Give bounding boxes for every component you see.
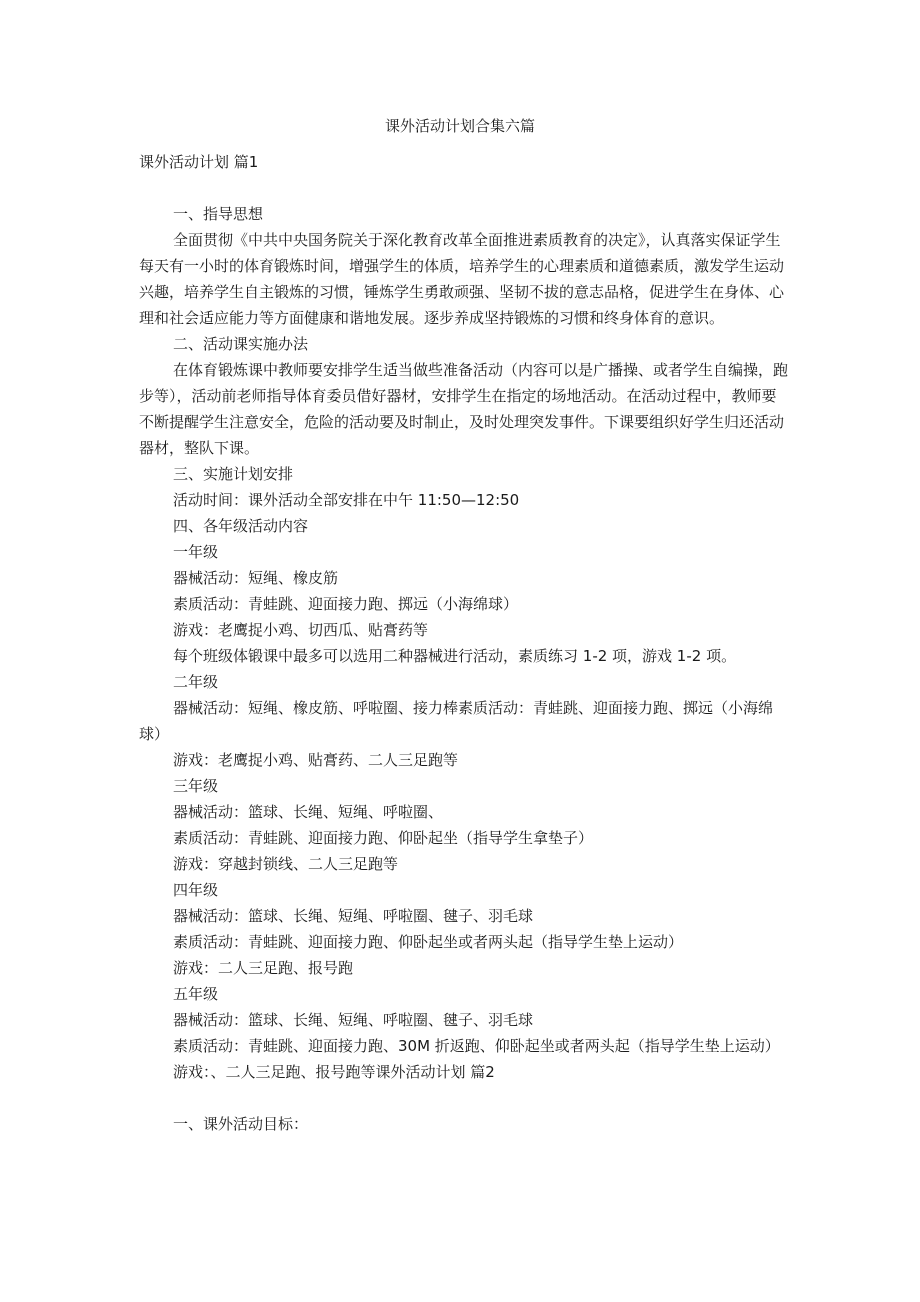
- grade-heading: 一年级: [173, 543, 219, 561]
- heading: 二、活动课实施办法: [173, 335, 309, 353]
- list-line: 游戏：、二人三足跑、报号跑等课外活动计划 篇2: [173, 1063, 495, 1081]
- heading: 一、指导思想: [173, 205, 264, 223]
- list-line: 游戏：老鹰捉小鸡、贴膏药、二人三足跑等: [173, 751, 459, 769]
- grade-heading: 五年级: [173, 985, 219, 1003]
- list-line: 器械活动：篮球、长绳、短绳、呼啦圈、: [173, 803, 444, 821]
- list-line: 器械活动：篮球、长绳、短绳、呼啦圈、毽子、羽毛球: [173, 907, 534, 925]
- grade-heading: 二年级: [173, 673, 219, 691]
- list-line: 器械活动：篮球、长绳、短绳、呼啦圈、毽子、羽毛球: [173, 1011, 534, 1029]
- heading: 四、各年级活动内容: [173, 517, 309, 535]
- heading: 一、课外活动目标：: [173, 1115, 309, 1133]
- document-body: [139, 149, 789, 1137]
- section-heading: 课外活动计划 篇1: [139, 153, 259, 171]
- heading: 三、实施计划安排: [173, 465, 294, 483]
- list-line: 素质活动：青蛙跳、迎面接力跑、掷远（小海绵球）: [173, 595, 519, 613]
- list-line: 素质活动：青蛙跳、迎面接力跑、30M 折返跑、仰卧起坐或者两头起（指导学生垫上运动）: [173, 1037, 780, 1055]
- grade-heading: 三年级: [173, 777, 219, 795]
- list-line: 器械活动：短绳、橡皮筋、呼啦圈、接力棒素质活动：青蛙跳、迎面接力跑、掷远（小海绵球）: [139, 699, 774, 743]
- list-line: 游戏：老鹰捉小鸡、切西瓜、贴膏药等: [173, 621, 429, 639]
- paragraph: 全面贯彻《中共中央国务院关于深化教育改革全面推进素质教育的决定》，认真落实保证学生每天有一小时的体育锻炼时间，增强学生的体质，培养学生的心理素质和道德素质，激发学生运动兴趣，培养学生自主锻炼的习惯，锤炼学生勇敢顽强、坚韧不拔的意志品格，促进学生在身体、心理和社会适应能力等方面健康和谐地发展。逐步养成坚持锻炼的习惯和终身体育的意识。: [139, 231, 785, 327]
- blank-line: [139, 175, 789, 201]
- list-line: 游戏：穿越封锁线、二人三足跑等: [173, 855, 399, 873]
- paragraph: 活动时间：课外活动全部安排在中午 11:50—12:50: [173, 491, 520, 509]
- list-line: 游戏：二人三足跑、报号跑: [173, 959, 354, 977]
- blank-line: [139, 1085, 789, 1111]
- list-line: 素质活动：青蛙跳、迎面接力跑、仰卧起坐（指导学生拿垫子）: [173, 829, 594, 847]
- list-line: 素质活动：青蛙跳、迎面接力跑、仰卧起坐或者两头起（指导学生垫上运动）: [173, 933, 684, 951]
- paragraph: 每个班级体锻课中最多可以选用二种器械进行活动，素质练习 1-2 项，游戏 1-2 项。: [173, 647, 737, 665]
- document-title: 课外活动计划合集六篇: [384, 117, 535, 135]
- grade-heading: 四年级: [173, 881, 219, 899]
- list-line: 器械活动：短绳、橡皮筋: [173, 569, 339, 587]
- paragraph: 在体育锻炼课中教师要安排学生适当做些准备活动（内容可以是广播操、或者学生自编操，跑步等），活动前老师指导体育委员借好器材，安排学生在指定的场地活动。在活动过程中，教师要不断提醒学生注意安全，危险的活动要及时制止，及时处理突发事件。下课要组织好学生归还活动器材，整队下课。: [139, 361, 789, 457]
